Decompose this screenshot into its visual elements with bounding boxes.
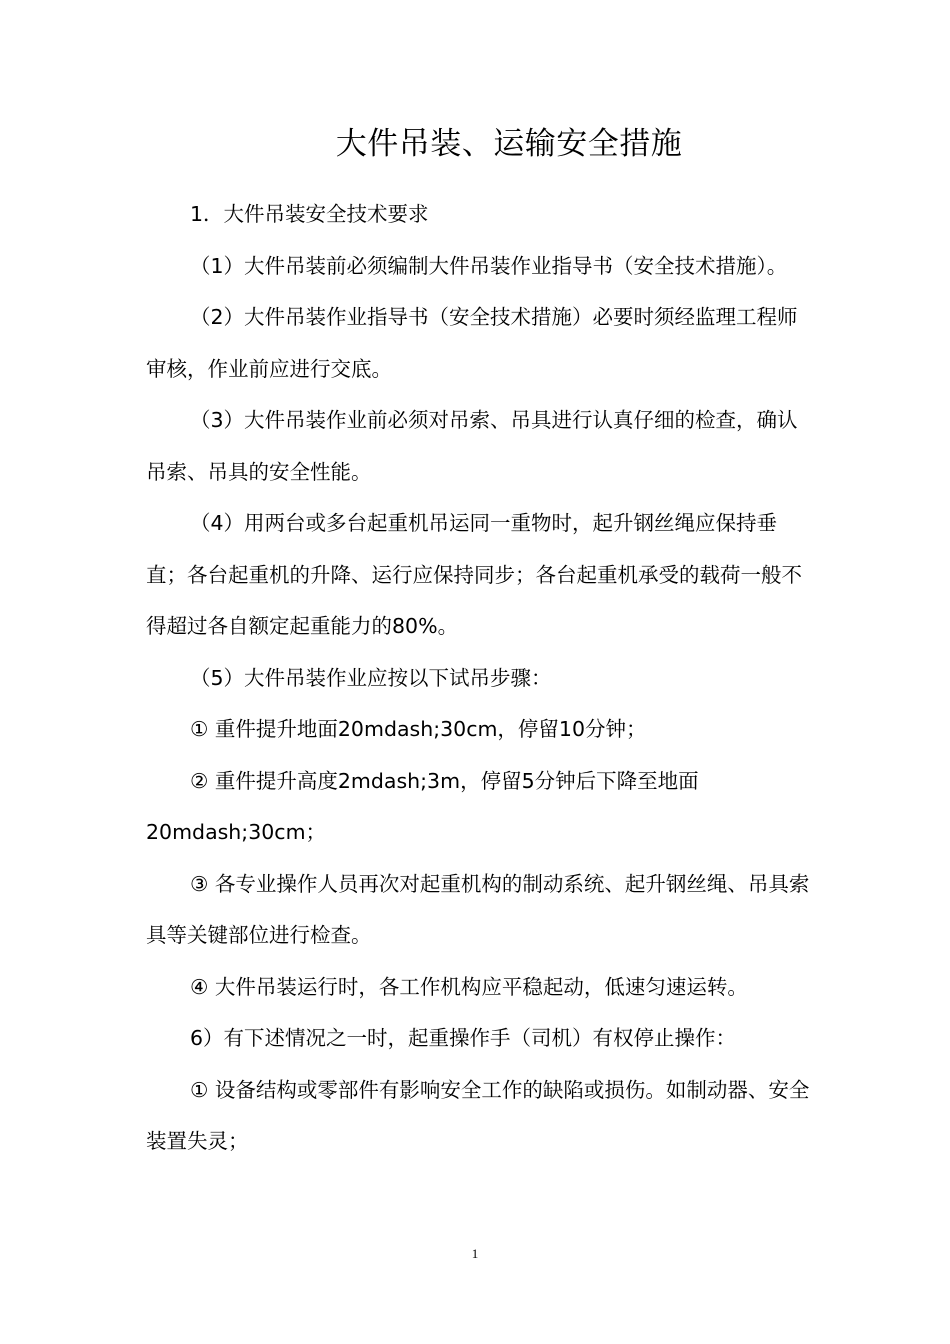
paragraph-item-5: （5）大件吊装作业应按以下试吊步骤： <box>190 665 552 690</box>
document-title: 大件吊装、运输安全措施 <box>335 126 683 162</box>
section-heading: 1．大件吊装安全技术要求 <box>190 202 429 226</box>
paragraph-item-3: （3）大件吊装作业前必须对吊索、吊具进行认真仔细的检查，确认吊索、吊具的安全性能。 <box>146 408 798 484</box>
step-item-2: ② 重件提升高度2mdash;3m，停留5分钟后下降至地面20mdash;30cm； <box>146 768 699 844</box>
condition-item-1: ① 设备结构或零部件有影响安全工作的缺陷或损伤。如制动器、安全装置失灵； <box>146 1077 810 1153</box>
paragraph-item-4: （4）用两台或多台起重机吊运同一重物时，起升钢丝绳应保持垂直；各台起重机的升降、运行应保持同步；各台起重机承受的载荷一般不得超过各自额定起重能力的80%。 <box>146 511 802 638</box>
paragraph-item-2: （2）大件吊装作业指导书（安全技术措施）必要时须经监理工程师审核，作业前应进行交底。 <box>146 305 798 381</box>
paragraph-item-6: 6）有下述情况之一时，起重操作手（司机）有权停止操作： <box>190 1026 737 1050</box>
document-body <box>146 189 812 1168</box>
page-number: 1 <box>471 1246 479 1261</box>
step-item-4: ④ 大件吊装运行时，各工作机构应平稳起动，低速匀速运转。 <box>190 974 748 999</box>
step-item-1: ① 重件提升地面20mdash;30cm，停留10分钟； <box>190 717 647 741</box>
step-item-3: ③ 各专业操作人员再次对起重机构的制动系统、起升钢丝绳、吊具索具等关键部位进行检查。 <box>146 871 810 947</box>
paragraph-item-1: （1）大件吊装前必须编制大件吊装作业指导书（安全技术措施）。 <box>190 253 788 278</box>
